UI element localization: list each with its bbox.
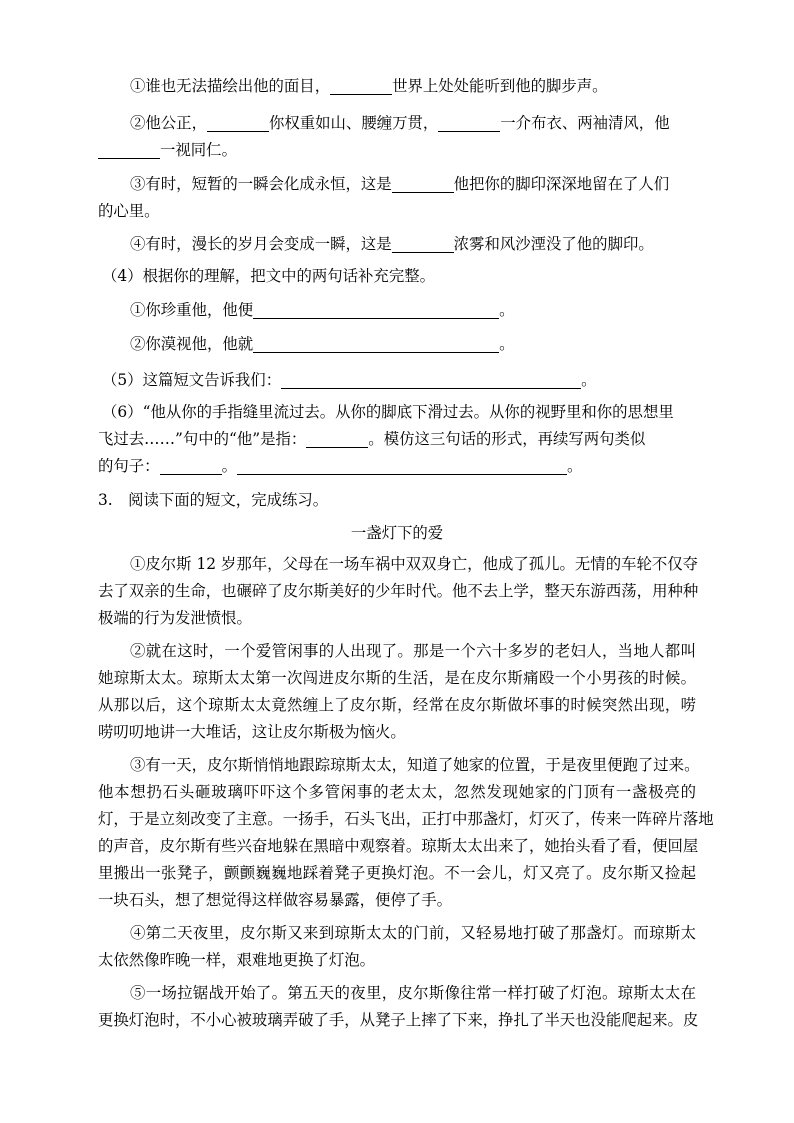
paragraph-1-line: 去了双亲的生命，也碾碎了皮尔斯美好的少年时代。他不去上学，整天东游西荡，用种种 xyxy=(98,582,699,600)
blank-field[interactable] xyxy=(207,113,269,132)
q6-line-2: 飞过去……”句中的“他”是指： 。模仿这三句话的形式，再续写两句类似 xyxy=(98,430,646,448)
q4-sentence-1: ①你珍重他，他便 。 xyxy=(130,301,515,319)
answer-blank[interactable] xyxy=(237,456,567,475)
q3-line-5: 的心里。 xyxy=(98,202,160,220)
story-title: 一盏灯下的爱 xyxy=(350,524,444,542)
paragraph-3-line: 他本想扔石头砸玻璃吓吓这个多管闲事的老太太，忽然发现她家的门顶有一盏极亮的 xyxy=(98,783,696,801)
q4-title: （4）根据你的理解，把文中的两句话补充完整。 xyxy=(102,267,435,285)
paragraph-3-line: 灯，于是立刻改变了主意。一扬手，石头飞出，正打中那盏灯，灯灭了，传来一阵碎片落地 xyxy=(98,810,714,828)
answer-blank[interactable] xyxy=(160,456,222,475)
blank-field[interactable] xyxy=(330,76,392,95)
q3-line-6: ④有时，漫长的岁月会变成一瞬，这是 浓雾和风沙湮没了他的脚印。 xyxy=(130,235,654,253)
q5-line: （5）这篇短文告诉我们： 。 xyxy=(102,371,597,389)
paragraph-3-line: 里搬出一张凳子，颤颤巍巍地踩着凳子更换灯泡。不一会儿，灯又亮了。皮尔斯又捡起 xyxy=(98,864,696,882)
paragraph-3-line: 一块石头，想了想觉得这样做容易暴露，便停了手。 xyxy=(98,891,452,909)
q3-line-1: ①谁也无法描绘出他的面目， 世界上处处能听到他的脚步声。 xyxy=(130,77,608,95)
paragraph-2-line: 从那以后，这个琼斯太太竟然缠上了皮尔斯，经常在皮尔斯做坏事的时候突然出现，唠 xyxy=(98,696,696,714)
paragraph-1-line: 极端的行为发泄愤恨。 xyxy=(98,609,252,627)
paragraph-2-line: 唠叨叨地讲一大堆话，这让皮尔斯极为恼火。 xyxy=(98,723,406,741)
blank-field[interactable] xyxy=(98,140,160,159)
paragraph-2-line: ②就在这时，一个爱管闲事的人出现了。那是一个六十多岁的老妇人，当地人都叫 xyxy=(130,642,696,660)
section-3-heading: 3. 阅读下面的短文，完成练习。 xyxy=(98,491,329,509)
blank-field[interactable] xyxy=(438,113,500,132)
answer-blank[interactable] xyxy=(281,370,581,389)
paragraph-1-line: ①皮尔斯 12 岁那年，父母在一场车祸中双双身亡，他成了孤儿。无情的车轮不仅夺 xyxy=(130,555,699,573)
blank-field[interactable] xyxy=(392,234,454,253)
paragraph-5-line: 更换灯泡时，不小心被玻璃弄破了手，从凳子上摔了下来，挣扎了半天也没能爬起来。皮 xyxy=(98,1011,699,1029)
answer-blank[interactable] xyxy=(306,429,368,448)
paragraph-3-line: 的声音，皮尔斯有些兴奋地躲在黑暗中观察着。琼斯太太出来了，她抬头看了看，便回屋 xyxy=(98,837,699,855)
paragraph-2-line: 她琼斯太太。琼斯太太第一次闯进皮尔斯的生活，是在皮尔斯痛殴一个小男孩的时候。 xyxy=(98,669,696,687)
paragraph-5-line: ⑤一场拉锯战开始了。第五天的夜里，皮尔斯像往常一样打破了灯泡。琼斯太太在 xyxy=(130,984,696,1002)
q6-line-3: 的句子： 。 。 xyxy=(98,457,583,475)
paragraph-3-line: ③有一天，皮尔斯悄悄地跟踪琼斯太太，知道了她家的位置，于是夜里便跑了过来。 xyxy=(130,756,700,774)
q3-line-2: ②他公正， 你权重如山、腰缠万贯， 一介布衣、两袖清风，他 xyxy=(130,114,670,132)
q3-line-3: 一视同仁。 xyxy=(98,134,237,166)
blank-field[interactable] xyxy=(392,174,454,193)
answer-blank[interactable] xyxy=(253,300,499,319)
q3-line-4: ③有时，短暂的一瞬会化成永恒，这是 他把你的脚印深深地留在了人们 xyxy=(130,175,670,193)
q4-sentence-2: ②你漠视他，他就 。 xyxy=(130,335,515,353)
paragraph-4-line: 太依然像昨晚一样，艰难地更换了灯泡。 xyxy=(98,951,376,969)
paragraph-4-line: ④第二天夜里，皮尔斯又来到琼斯太太的门前，又轻易地打破了那盏灯。而琼斯太 xyxy=(130,924,696,942)
answer-blank[interactable] xyxy=(253,334,499,353)
q6-line-1: （6）“他从你的手指缝里流过去。从你的脚底下滑过去。从你的视野里和你的思想里 xyxy=(102,403,674,421)
